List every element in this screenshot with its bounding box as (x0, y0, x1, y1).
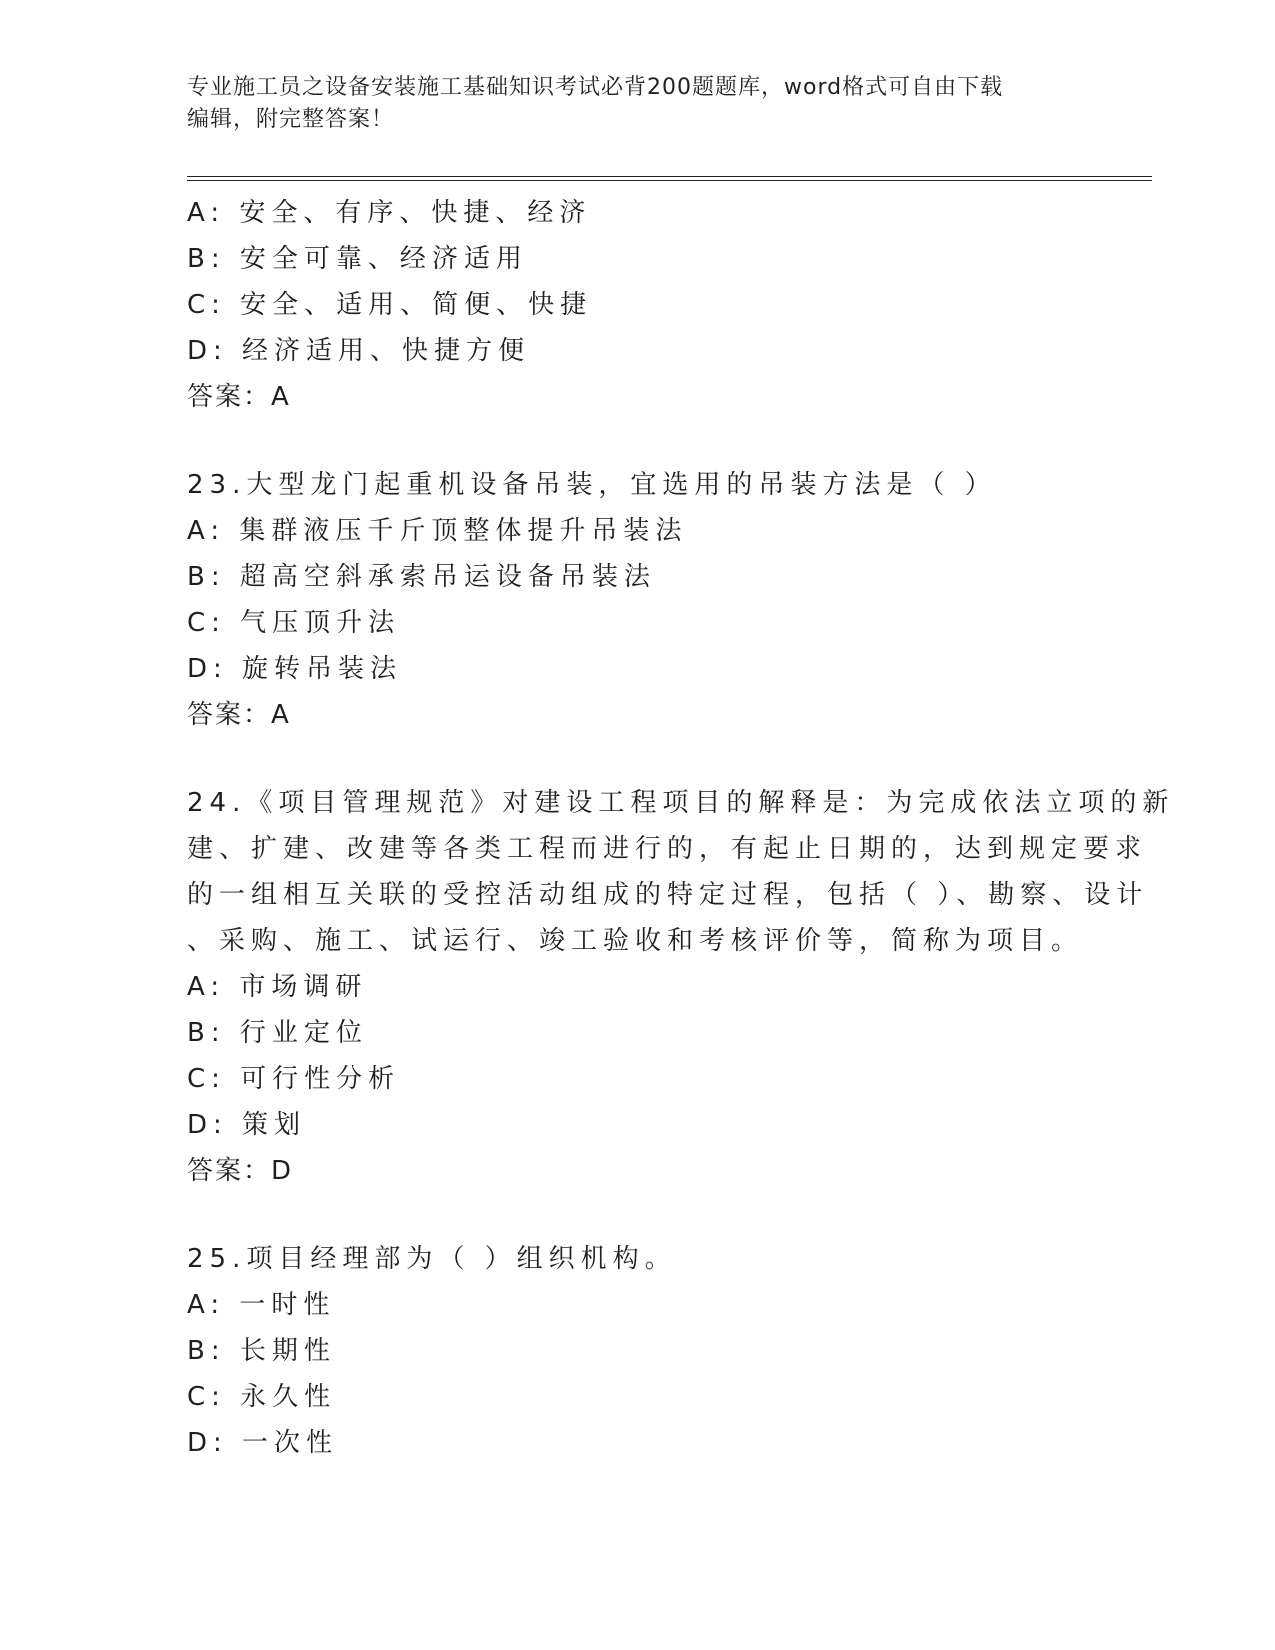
q24-option-b: B: 行业定位 (187, 1018, 368, 1048)
q25-question: 25.项目经理部为（ ）组织机构。 (187, 1244, 677, 1274)
question-list (187, 190, 1175, 1466)
q24-option-c: C: 可行性分析 (187, 1064, 401, 1094)
question-22 (187, 190, 1107, 420)
q25-option-b: B: 长期性 (187, 1336, 336, 1366)
q22-answer: 答案：A (187, 382, 291, 412)
q25-option-d: D: 一次性 (187, 1428, 339, 1458)
q24-question-line-2: 建、扩建、改建等各类工程而进行的，有起止日期的，达到规定要求 (187, 834, 1148, 864)
q24-option-a: A: 市场调研 (187, 972, 368, 1002)
q23-option-a: A: 集群液压千斤顶整体提升吊装法 (187, 516, 688, 546)
q24-question-line-4: 、采购、施工、试运行、竣工验收和考核评价等，简称为项目。 (187, 926, 1084, 956)
q24-option-d: D: 策划 (187, 1110, 307, 1140)
header-line-1: 专业施工员之设备安装施工基础知识考试必背200题题库，word格式可自由下载 (187, 75, 1004, 100)
spacer (187, 420, 1107, 462)
spacer (187, 738, 1107, 780)
q23-option-d: D: 旋转吊装法 (187, 654, 403, 684)
q22-option-b: B: 安全可靠、经济适用 (187, 244, 528, 274)
question-23 (187, 462, 1107, 738)
q24-answer: 答案：D (187, 1156, 294, 1186)
q23-option-c: C: 气压顶升法 (187, 608, 401, 638)
q25-option-c: C: 永久性 (187, 1382, 337, 1412)
q23-question: 23.大型龙门起重机设备吊装，宜选用的吊装方法是（ ） (187, 470, 997, 500)
q23-option-b: B: 超高空斜承索吊运设备吊装法 (187, 562, 656, 592)
document-header (187, 72, 1087, 136)
header-line-2: 编辑，附完整答案！ (187, 107, 395, 132)
question-24 (187, 780, 1175, 1194)
question-25 (187, 1236, 1107, 1466)
q22-option-a: A: 安全、有序、快捷、经济 (187, 198, 592, 228)
q22-option-d: D: 经济适用、快捷方便 (187, 336, 531, 366)
header-divider (187, 176, 1152, 181)
q25-option-a: A: 一时性 (187, 1290, 336, 1320)
q23-answer: 答案：A (187, 700, 291, 730)
q22-option-c: C: 安全、适用、简便、快捷 (187, 290, 593, 320)
q24-question-line-1: 24.《项目管理规范》对建设工程项目的解释是：为完成依法立项的新 (187, 788, 1175, 818)
q24-question-line-3: 的一组相互关联的受控活动组成的特定过程，包括（ ）、勘察、设计 (187, 880, 1149, 910)
spacer (187, 1194, 1107, 1236)
